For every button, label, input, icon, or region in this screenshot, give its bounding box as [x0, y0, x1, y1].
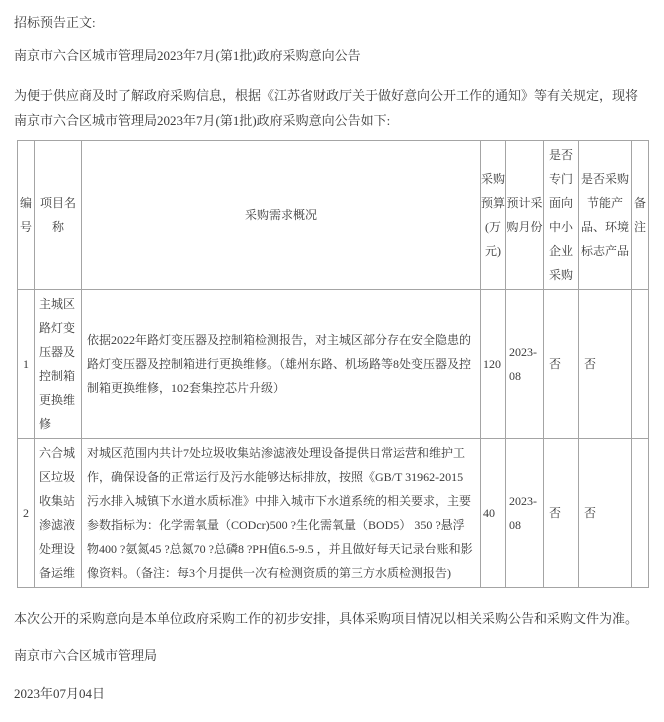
publish-date: 2023年07月04日 [14, 686, 106, 701]
agency-name: 南京市六合区城市管理局 [14, 648, 158, 663]
header-cell-project-name: 项目名称 [35, 141, 82, 290]
header-cell-budget: 采购预算(万元) [481, 141, 506, 290]
intro-paragraph: 为便于供应商及时了解政府采购信息，根据《江苏省财政厅关于做好意向公开工作的通知》等有关规定，现将南京市六合区城市管理局2023年7月(第1批)政府采购意向公告如下: [14, 88, 639, 128]
cell-green-products: 否 [579, 290, 632, 439]
table-row-1 [18, 290, 649, 439]
cell-demand-summary: 对城区范围内共计7处垃圾收集站渗滤液处理设备提供日常运营和维护工作，确保设备的正常运行及污水能够达标排放，按照《GB/T 31962-2015污水排入城镇下水道水质标准》中排入城市下水道系统的相关要求，主要参数指标为：化学需氧量（CODcr)500 ?生化需氧量（BOD5） 350 ?悬浮物400 ?氨氮45 ?总氮70 ?总磷8 ?PH值6.5-9.5 ，并且做好每天记录台账和影像资料。（备注：每3个月提供一次有检测资质的第三方水质检测报告) [82, 439, 481, 588]
table-row-2 [18, 439, 649, 588]
footer-note: 本次公开的采购意向是本单位政府采购工作的初步安排，具体采购项目情况以相关采购公告和采购文件为准。 [14, 611, 639, 626]
cell-sme-oriented: 否 [544, 439, 579, 588]
header-cell-remark: 备注 [632, 141, 649, 290]
table-header-row [18, 141, 649, 290]
cell-remark [632, 290, 649, 439]
header-cell-serial-no: 编号 [18, 141, 35, 290]
header-cell-green-products: 是否采购节能产品、环境标志产品 [579, 141, 632, 290]
page-title: 南京市六合区城市管理局2023年7月(第1批)政府采购意向公告 [14, 48, 361, 63]
cell-budget: 40 [481, 439, 506, 588]
header-cell-sme-oriented: 是否专门面向中小企业采购 [544, 141, 579, 290]
cell-project-name: 六合城区垃圾收集站渗滤液处理设备运维 [35, 439, 82, 588]
cell-budget: 120 [481, 290, 506, 439]
cell-project-name: 主城区路灯变压器及控制箱更换维修 [35, 290, 82, 439]
cell-serial-no: 2 [18, 439, 35, 588]
header-cell-month: 预计采购月份 [506, 141, 544, 290]
cell-month: 2023-08 [506, 439, 544, 588]
header-cell-demand-summary: 采购需求概况 [82, 141, 481, 290]
document-prefix: 招标预告正文: [14, 15, 96, 30]
cell-remark [632, 439, 649, 588]
cell-green-products: 否 [579, 439, 632, 588]
cell-demand-summary: 依据2022年路灯变压器及控制箱检测报告，对主城区部分存在安全隐患的路灯变压器及控制箱进行更换维修。（雄州东路、机场路等8处变压器及控制箱更换维修，102套集控芯片升级） [82, 290, 481, 439]
cell-sme-oriented: 否 [544, 290, 579, 439]
cell-serial-no: 1 [18, 290, 35, 439]
procurement-table [17, 140, 649, 588]
cell-month: 2023-08 [506, 290, 544, 439]
